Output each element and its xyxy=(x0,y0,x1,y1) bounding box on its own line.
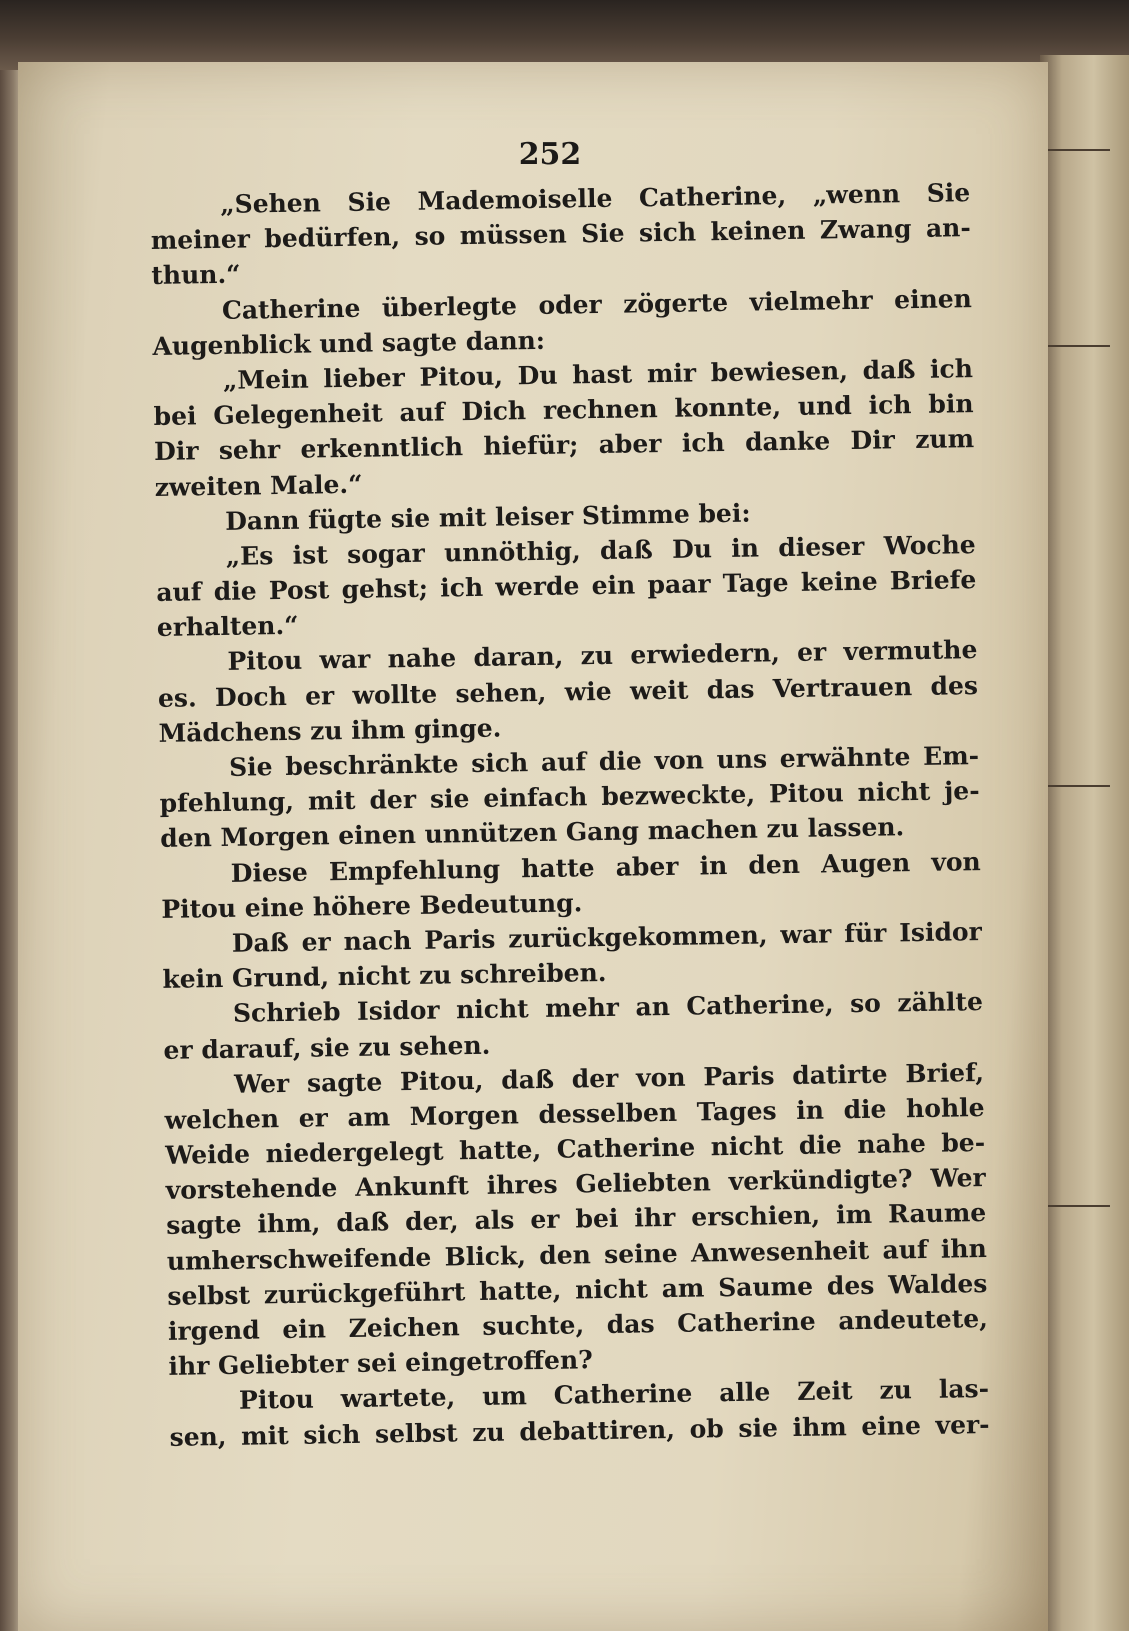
text-line: Wer sagte Pitou, daß der von Paris datirte Brief, xyxy=(233,1057,985,1099)
text-line: Dann fügte sie mit leiser Stimme bei: xyxy=(225,498,751,536)
text-line: ihr Geliebter sei eingetroffen? xyxy=(168,1345,594,1382)
text-line: Schrieb Isidor nicht mehr an Catherine, so zählte xyxy=(232,987,984,1029)
text-line: Daß er nach Paris zurückgekommen, war für Isidor xyxy=(231,916,983,958)
text-line: es. Doch er wollte sehen, wie weit das Vertrauen des xyxy=(157,670,979,713)
text-line: welchen er am Morgen desselben Tages in die hohle xyxy=(164,1092,985,1135)
text-line: meiner bedürfen, so müssen Sie sich keinen Zwang an- xyxy=(150,213,971,256)
text-line: er darauf, sie zu sehen. xyxy=(163,1030,491,1065)
text-line: auf die Post gehst; ich werde ein paar Tage keine Briefe xyxy=(156,565,977,608)
text-line: irgend ein Zeichen suchte, das Catherine andeutete, xyxy=(167,1303,989,1346)
book-top-edge xyxy=(0,0,1129,70)
binding-thread xyxy=(1040,785,1110,787)
text-line: Pitou wartete, um Catherine alle Zeit zu las- xyxy=(238,1374,990,1416)
text-line: umherschweifende Blick, den seine Anwesenheit auf ihn xyxy=(166,1233,987,1276)
text-line: sagte ihm, daß der, als er bei ihr erschien, im Raume xyxy=(166,1198,987,1241)
text-line: „Mein lieber Pitou, Du hast mir bewiesen, daß ich xyxy=(222,354,974,395)
text-line: zweiten Male.“ xyxy=(154,469,363,502)
text-line: pfehlung, mit der sie einfach bezweckte, Pitou nicht je- xyxy=(159,776,980,819)
text-line: sen, mit sich selbst zu debattiren, ob sie ihm eine ver- xyxy=(169,1409,990,1452)
text-line: selbst zurückgeführt hatte, nicht am Saume des Waldes xyxy=(167,1268,988,1311)
text-line: vorstehende Ankunft ihres Geliebten verkündigte? Wer xyxy=(165,1163,986,1206)
binding-thread xyxy=(1040,149,1110,151)
text-line: kein Grund, nicht zu schreiben. xyxy=(162,958,607,995)
page-number: 252 xyxy=(518,137,582,172)
facing-page-edge xyxy=(1040,55,1129,1631)
text-line: „Sehen Sie Mademoiselle Catherine, „wenn Sie xyxy=(220,178,971,219)
binding-thread xyxy=(1040,345,1110,347)
text-line: bei Gelegenheit auf Dich rechnen konnte, und ich bin xyxy=(153,389,974,432)
text-line: Sie beschränkte sich auf die von uns erwähnte Em- xyxy=(228,741,980,782)
text-line: „Es ist sogar unnöthig, daß Du in dieser Woche xyxy=(225,529,976,571)
text-line: Catherine überlegte oder zögerte vielmehr einen xyxy=(221,283,973,325)
page-text xyxy=(150,175,990,1454)
text-line: Pitou war nahe daran, zu erwiedern, er vermuthe xyxy=(227,635,978,677)
text-line: Dir sehr erkenntlich hiefür; aber ich danke Dir zum xyxy=(153,424,975,467)
text-line: thun.“ xyxy=(151,259,241,291)
text-line: Pitou eine höhere Bedeutung. xyxy=(161,888,583,924)
binding-thread xyxy=(1040,1205,1110,1207)
text-line: erhalten.“ xyxy=(156,610,299,643)
text-line: Diese Empfehlung hatte aber in den Augen von xyxy=(230,846,981,888)
text-line: den Morgen einen unnützen Gang machen zu lassen. xyxy=(159,812,905,854)
text-line: Weide niedergelegt hatte, Catherine nicht die nahe be- xyxy=(164,1128,986,1170)
text-line: Mädchens zu ihm ginge. xyxy=(158,713,502,748)
text-line: Augenblick und sagte dann: xyxy=(152,325,546,361)
